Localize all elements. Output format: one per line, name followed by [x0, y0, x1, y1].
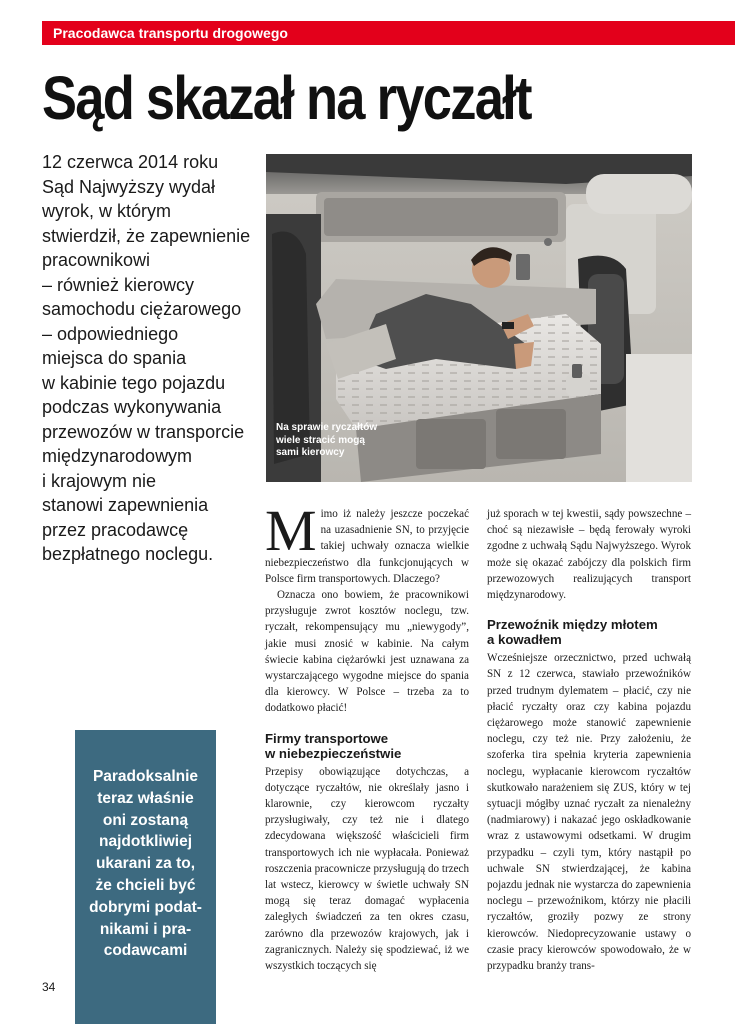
lead-line: wyrok, w którym: [42, 201, 172, 221]
pull-quote-line: nikami i pra-: [99, 920, 192, 938]
article-paragraph: już sporach w tej kwestii, sądy powszechne – choć są niezawisłe – będą ferowały wyroki zgodne z uchwałą Sądu Najwyższego. Wyrok może się okazać zabójczy dla polskich firm przewozowych realizujących transport międzynarodowy.: [487, 508, 691, 602]
lead-line: Sąd Najwyższy wydał: [42, 176, 216, 197]
pull-quote-line: ukarani za to,: [95, 855, 196, 873]
article-subheading: [487, 617, 691, 647]
article-subheading: [265, 731, 469, 761]
subheading-line: w niebezpieczeństwie: [265, 745, 402, 761]
subheading-line: a kowadłem: [487, 632, 562, 648]
caption-line: sami kierowcy: [276, 447, 345, 458]
lead-line: miejsca do spania: [42, 348, 187, 368]
lead-line: bezpłatnego noclegu.: [42, 544, 214, 564]
pull-quote-line: codawcami: [103, 942, 188, 960]
lead-line: międzynarodowym: [42, 446, 193, 466]
truck-cabin-photo: [266, 154, 692, 482]
lead-line: 12 czerwca 2014 roku: [42, 152, 219, 172]
article-paragraph: [265, 498, 469, 587]
lead-line: pracownikowi: [42, 250, 151, 270]
lead-line: przez pracodawcę: [42, 519, 189, 540]
pull-quote-line: że chcieli być: [95, 876, 196, 894]
article-column-2: [487, 506, 691, 974]
article-lead: [42, 150, 262, 567]
subheading-line: Firmy transportowe: [265, 730, 389, 746]
lead-line: przewozów w transporcie: [42, 421, 245, 442]
pull-quote-line: teraz właśnie: [97, 789, 194, 807]
pull-quote-line: dobrymi podat-: [89, 898, 202, 916]
caption-line: Na sprawie ryczałtów: [276, 422, 378, 433]
pull-quote-line: Paradoksalnie: [92, 768, 199, 785]
lead-line: samochodu ciężarowego: [42, 299, 242, 319]
lead-line: stanowi zapewnienia: [42, 495, 209, 515]
lead-line: – również kierowcy: [42, 274, 195, 295]
lead-line: podczas wykonywania: [42, 397, 222, 417]
photo-caption: [276, 422, 386, 460]
section-label: Pracodawca transportu drogowego: [42, 21, 735, 45]
drop-cap: M: [265, 498, 317, 563]
lead-line: – odpowiedniego: [42, 323, 179, 344]
subheading-line: Przewoźnik między młotem: [487, 617, 658, 633]
article-paragraph: Oznacza ono bowiem, że pracownikowi przysługuje zwrot kosztów noclegu, tzw. ryczałt, rekompensujący mu „niewygody”, jakie musi znosić w kabinie. Na całym świecie kabina ciężarówki jest uznawana za wystarczającego wygodne miejsce do spania dla kierowcy. W Polsce – trzeba za to dodatkowo płacić!: [265, 589, 469, 715]
article-paragraph: Wcześniejsze orzecznictwo, przed uchwałą SN z 12 czerwca, stawiało przewoźników przed trudnym dylematem – płacić, czy nie płacić ryczałty oraz czy kabina pojazdu ciężarowego może stanowić zapewnienie noclegu, czy też nie. Przy założeniu, że szoferka tira spełnia kryteria zapewnienia noclegu, wypłacanie kierowcom ryczałtów skutkowało narażeniem się ZUS, który w tej sytuacji mógłby uznać ryczałt za nienależny (nadmiarowy) i nakazać jego oskładkowanie wraz z ustawowymi odsetkami. W drugim przypadku – czyli tym, który nastąpił po uchwale SN stwierdzającej, że kabina pojazdu jednak nie wystarcza do zapewnienia noclegu – przewoźnikom, którzy nie płacili ryczałtów, groziły pozwy ze strony kierowców. Niedoprecyzowanie ustawy o czasie pracy kierowców spowodowało, że w przypadku branży trans-: [487, 652, 691, 973]
article-column-1: [265, 498, 469, 974]
article-paragraph: Przepisy obowiązujące dotychczas, a dotyczące ryczałtów, nie określały jasno i klarownie, czy kierowcom ryczałty przysługiwały, czy też nie i dlatego zdecydowana większość właścicieli firm transportowych ich nie wypłacała. Ponieważ roszczenia pracownicze przysługują do trzech lat wstecz, kierowcy w świetle uchwały SN mogą się teraz domagać wypłacenia zaległych świadczeń za ten okres czasu, zarówno dla przewozów krajowych, jak i zagranicznych. Należy się spodziewać, iż we wszystkich toczących się: [265, 765, 469, 973]
caption-line: wiele stracić mogą: [276, 434, 365, 446]
page-number: 34: [42, 980, 56, 994]
lead-line: stwierdził, że zapewnienie: [42, 225, 251, 246]
pull-quote-line: najdotkliwiej: [98, 833, 192, 851]
pull-quote: [75, 730, 216, 1024]
article-headline: Sąd skazał na ryczałt: [42, 64, 531, 132]
lead-line: w kabinie tego pojazdu: [42, 372, 226, 393]
paragraph-text: imo iż należy jeszcze poczekać na uzasadnienie SN, to przyjęcie takiej uchwały oznacza wielkie niebezpieczeństwo dla funkcjonujących w Polsce firm transportowych. Dlaczego?: [265, 508, 469, 585]
lead-line: i krajowym nie: [42, 470, 157, 491]
pull-quote-line: oni zostaną: [102, 811, 189, 829]
